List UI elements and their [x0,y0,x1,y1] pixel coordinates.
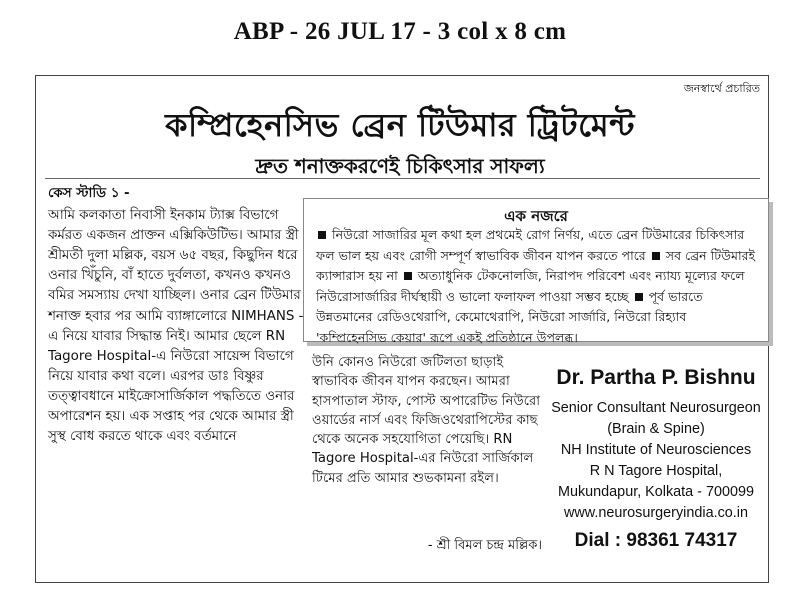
doctor-info [545,366,767,552]
at-a-glance-body [316,225,758,348]
bullet-square-icon [635,293,643,301]
case-study-column [48,184,310,447]
doctor-address: Mukundapur, Kolkata - 700099 [557,484,754,500]
doctor-dial: Dial : 98361 74317 [574,530,738,551]
doctor-title: Senior Consultant Neurosurgeon [551,400,761,416]
bullet-square-icon [404,272,412,280]
patient-signature: - শ্রী বিমল চন্দ্র মল্লিক। [427,538,542,553]
subheadline: দ্রুত শনাক্তকরণেই চিকিৎসার সাফল্য [255,154,545,178]
doctor-hospital: R N Tagore Hospital, [589,463,723,479]
at-a-glance-title: এক নজরে [504,207,568,225]
glance-point: নিউরো সাজারির মূল কথা হল প্রথমেই রোগ নির্ণয়, এতে ব্রেন টিউমারের চিকিৎসার ফল ভাল হয় এবং রোগী সম্পূর্ণ স্বাভাবিক জীবন যাপন করতে পারে [316,227,745,263]
continued-text: উনি কোনও নিউরো জটিলতা ছাড়াই স্বাভাবিক জীবন যাপন করছেন। আমরা হাসপাতাল স্টাফ, পোস্ট অপারেটিভ নিউরো ওয়ার্ডের নার্স এবং ফিজিওথেরাপিস্টের কাছ থেকে অনেক সহযোগিতা পেয়েছি। RN Tagore Hospital-এর নিউরো সার্জিকাল টিমের প্রতি আমার শুভকামনা রইল। [312,355,541,486]
doctor-website: www.neurosurgeryindia.co.in [564,505,748,521]
case-study-title: কেস স্টাডি ১ - [48,186,130,201]
divider [45,178,760,179]
bullet-square-icon [318,231,326,239]
case-study-text: আমি কলকাতা নিবাসী ইনকাম ট্যাক্স বিভাগে কর্মরত একজন প্রাক্তন এক্সিকিউটিভ। আমার স্ত্রী শ্রীমতী দুলা মল্লিক, বয়স ৬৫ বছর, কিছুদিন ধরে ওনার খিঁচুনি, বাঁ হাতে দুর্বলতা, কখনও কখনও বমির সমস্যায় দেখা যাচ্ছিল। ওনার ব্রেন টিউমার শনাক্ত হবার পর আমি ব্যাঙ্গালোরে NIMHANS - এ নিয়ে যাবার সিদ্ধান্ত নিই। আমার ছেলে RN Tagore Hospital-এ নিউরো সায়েন্স বিভাগে নিয়ে যাবার কথা বলে। এরপর ডাঃ বিষ্ণুর তত্ত্বাবধানে মাইক্রোসার্জিকাল পদ্ধতিতে ওনার অপারেশন হয়। এক সপ্তাহ পর থেকে আমার স্ত্রী সুস্থ বোধ করতে থাকে এবং বর্তমানে [48,208,304,445]
bullet-square-icon [652,252,660,260]
page-caption: ABP - 26 JUL 17 - 3 col x 8 cm [233,18,567,45]
doctor-name: Dr. Partha P. Bishnu [556,366,756,389]
glance-point: পূর্ব ভারতে উন্নতমানের রেডিওথেরাপি, কেমোথেরাপি, নিউরো সার্জারি, নিউরো রিহ্যাব 'কম্প্রিহেনসিভ কেয়ার' রূপে একই প্রতিষ্ঠানে উপলব্ধ। [316,288,703,345]
case-study-continued [312,353,542,488]
glance-point: অত্যাধুনিক টেকনোলজি, নিরাপদ পরিবেশ এবং ন্যায্য মূল্যের ফলে নিউরোসার্জারির দীর্ঘস্থায়ী ও ভালো ফলাফল পাওয়া সম্ভব হচ্ছে [316,268,745,304]
glance-point: সব ব্রেন টিউমারই ক্যান্সারাস হয় না [316,247,756,283]
at-a-glance-box [303,198,769,345]
doctor-institute: NH Institute of Neurosciences [560,442,752,458]
doctor-specialty: (Brain & Spine) [607,421,705,437]
public-interest-note: জনস্বার্থে প্রচারিত [683,82,760,95]
headline: কম্প্রিহেনসিভ ব্রেন টিউমার ট্রিটমেন্ট [165,106,635,144]
